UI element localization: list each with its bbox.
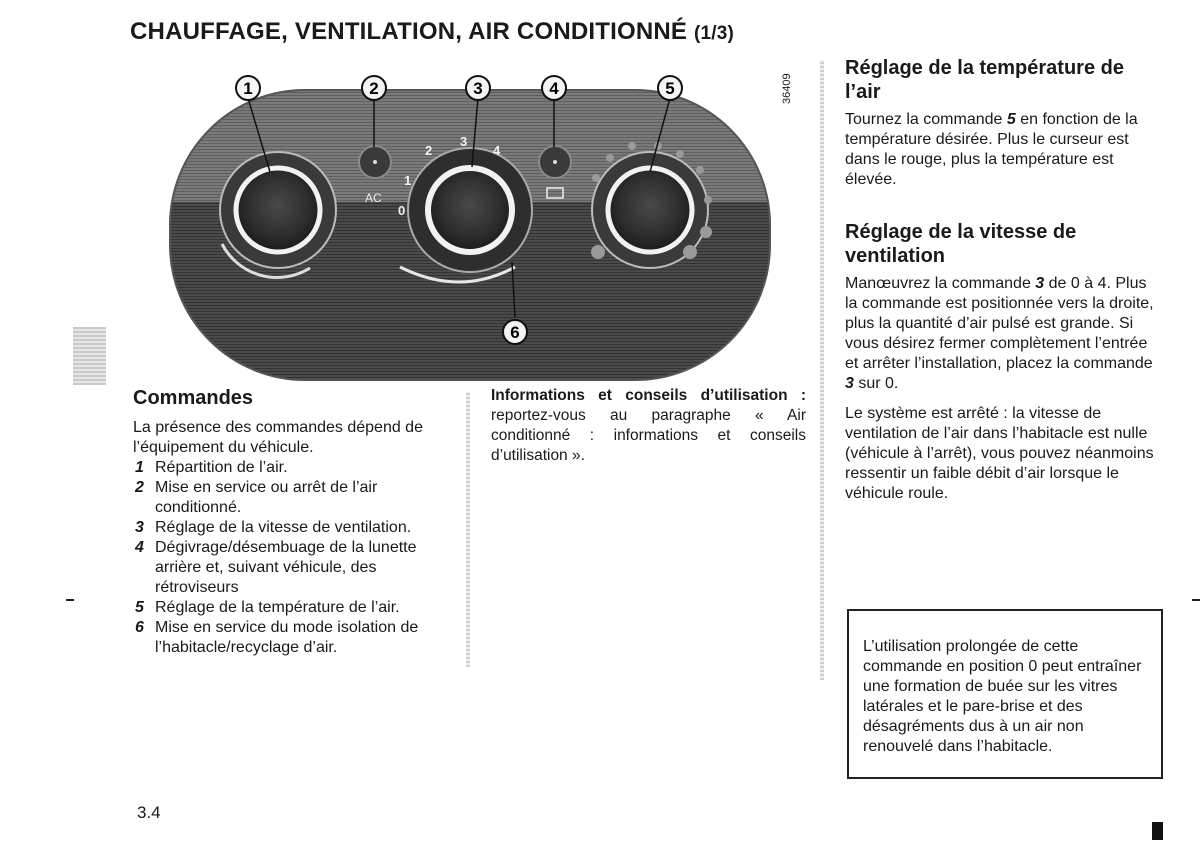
list-item-text: Dégivrage/désembuage de la lunette arrière et, suivant véhicule, des rétroviseurs — [155, 539, 417, 596]
list-item-number: 2 — [135, 479, 144, 496]
list-item-number: 3 — [135, 519, 144, 536]
column-divider-right — [820, 60, 824, 680]
list-item — [133, 458, 453, 478]
right-column — [845, 56, 1163, 514]
ventilation-p1-before: Manœuvrez la commande — [845, 275, 1036, 292]
callout-1: 1 — [243, 79, 253, 98]
list-item — [133, 478, 453, 518]
list-item — [133, 618, 453, 658]
info-lead: Informations et conseils d’utilisation : — [491, 387, 806, 404]
list-item-text: Réglage de la vitesse de ventilation. — [155, 519, 412, 536]
list-item — [133, 518, 453, 538]
ventilation-text-2: Le système est arrêté : la vitesse de ventilation de l’air dans l’habitacle est nulle (véhicule à l’arrêt), vous pouvez néanmoins ressentir un faible débit d’air lorsque le véhicule roule. — [845, 405, 1154, 502]
page-title — [130, 18, 734, 46]
list-item-text: Mise en service ou arrêt de l’air conditionné. — [155, 479, 378, 516]
callout-6: 6 — [510, 323, 520, 342]
margin-tick-left — [66, 599, 74, 601]
temperature-text — [845, 110, 1163, 190]
list-item-number: 5 — [135, 599, 144, 616]
fan-scale-1: 1 — [404, 173, 412, 188]
temperature-ref: 5 — [1006, 111, 1016, 128]
figure-code: 36409 — [781, 73, 793, 104]
page-title-suffix: (1/3) — [694, 23, 735, 44]
ventilation-p1-middle: de 0 à 4. Plus la commande est positionnée vers la droite, plus la quantité d’air pulsé est grande. Si vous désirez fermer complètement l’entrée et arrêter l’installation, placez la commande — [845, 275, 1154, 372]
fan-scale-2: 2 — [425, 143, 433, 158]
ac-label: AC — [365, 191, 382, 205]
list-item-text: Mise en service du mode isolation de l’habitacle/recyclage d’air. — [155, 619, 419, 656]
thumb-index-tab — [73, 327, 106, 385]
ventilation-p1-ref2: 3 — [845, 375, 854, 392]
info-section — [491, 386, 806, 466]
callout-5: 5 — [665, 79, 675, 98]
list-item — [133, 538, 453, 598]
temperature-text-after: en fonction de la température désirée. Plus le curseur est dans le rouge, plus la température est élevée. — [845, 111, 1138, 188]
list-item-text: Réglage de la température de l’air. — [155, 599, 400, 616]
column-divider-left — [466, 392, 470, 667]
ventilation-p1-ref: 3 — [1035, 275, 1045, 292]
page-number: 3.4 — [137, 803, 161, 822]
edge-mark — [1152, 822, 1163, 840]
fan-scale-3: 3 — [460, 134, 468, 149]
ventilation-heading: Réglage de la vitesse de ventilation — [845, 221, 1077, 267]
info-text: reportez-vous au paragraphe « Air conditionné : informations et conseils d’utilisation ». — [491, 407, 806, 464]
callout-4: 4 — [549, 79, 559, 98]
temperature-text-before: Tournez la commande — [845, 111, 1007, 128]
page-title-text: CHAUFFAGE, VENTILATION, AIR CONDITIONNÉ — [130, 18, 688, 45]
commandes-intro: La présence des commandes dépend de l’équipement du véhicule. — [133, 419, 423, 456]
commandes-section — [133, 388, 453, 658]
list-item-text: Répartition de l’air. — [155, 459, 288, 476]
control-panel-figure — [160, 62, 780, 382]
commandes-list — [133, 458, 453, 658]
list-item — [133, 598, 453, 618]
callout-2: 2 — [369, 79, 379, 98]
temperature-heading: Réglage de la température de l’air — [845, 57, 1124, 103]
fan-scale-4: 4 — [493, 143, 501, 158]
control-panel-illustration — [160, 62, 780, 382]
ventilation-text-1 — [845, 274, 1163, 394]
list-item-number: 1 — [135, 459, 144, 476]
list-item-number: 4 — [135, 539, 144, 556]
list-item-number: 6 — [135, 619, 144, 636]
commandes-heading: Commandes — [133, 387, 254, 409]
ventilation-p1-after: sur 0. — [853, 375, 899, 392]
note-box: L’utilisation prolongée de cette commande en position 0 peut entraîner une formation de buée sur les vitres latérales et le pare-brise et des désagréments dus à un air non renouvelé dans l’habitacle. — [847, 609, 1163, 779]
margin-tick-right — [1192, 599, 1200, 601]
fan-scale-0: 0 — [398, 203, 406, 218]
callout-3: 3 — [473, 79, 483, 98]
